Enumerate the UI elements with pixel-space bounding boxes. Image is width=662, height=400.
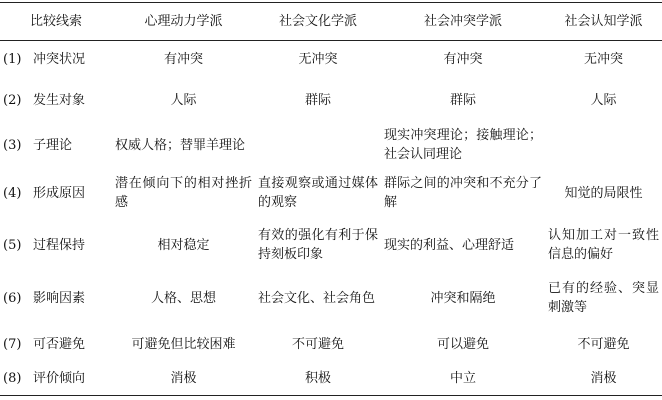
cell-social-cognitive: 知觉的局限性 bbox=[564, 185, 643, 201]
cell-psychodynamic: 人际 bbox=[170, 93, 197, 108]
row-label bbox=[0, 167, 112, 220]
cell-sociocultural: 有效的强化有利于保持刻板印象 bbox=[258, 228, 378, 262]
cell-social-conflict: 群际 bbox=[449, 93, 476, 108]
cell-psychodynamic: 有冲突 bbox=[163, 51, 203, 67]
cell-social-conflict: 现实冲突理论；接触理论；社会认同理论 bbox=[384, 128, 542, 162]
row-label bbox=[0, 124, 112, 167]
row-number: (4) bbox=[3, 185, 22, 201]
row-number: (6) bbox=[3, 290, 22, 306]
row-label bbox=[0, 363, 112, 396]
row-clue: 冲突状况 bbox=[33, 51, 86, 67]
cell-psychodynamic: 人格、思想 bbox=[150, 290, 216, 306]
header-social-cognitive: 社会认知学派 bbox=[545, 3, 662, 41]
header-clue: 比较线索 bbox=[0, 3, 112, 41]
cell-sociocultural: 无冲突 bbox=[298, 51, 338, 67]
cell-social-conflict: 现实的利益、心理舒适 bbox=[384, 237, 515, 253]
row-number: (8) bbox=[3, 371, 22, 387]
row-number: (5) bbox=[3, 237, 22, 253]
row-clue: 可否避免 bbox=[33, 336, 86, 352]
table-row bbox=[0, 78, 662, 124]
cell-social-cognitive: 认知加工对一致性信息的偏好 bbox=[548, 228, 659, 262]
row-number: (1) bbox=[3, 51, 22, 67]
row-number: (3) bbox=[3, 137, 22, 153]
cell-sociocultural: 直接观察或通过媒体的观察 bbox=[258, 176, 378, 210]
cell-psychodynamic: 潜在倾向下的相对挫折感 bbox=[115, 176, 252, 210]
table-row bbox=[0, 41, 662, 78]
header-sociocultural: 社会文化学派 bbox=[255, 3, 381, 41]
cell-social-conflict: 冲突和隔绝 bbox=[430, 290, 496, 306]
cell-social-conflict: 有冲突 bbox=[443, 51, 483, 67]
cell-psychodynamic: 相对稳定 bbox=[157, 237, 210, 253]
row-number: (2) bbox=[3, 93, 22, 108]
row-clue: 发生对象 bbox=[33, 93, 86, 108]
row-clue: 过程保持 bbox=[33, 237, 86, 253]
cell-psychodynamic: 消极 bbox=[112, 363, 255, 396]
cell-sociocultural: 积极 bbox=[255, 363, 381, 396]
row-label bbox=[0, 78, 112, 124]
cell-social-cognitive bbox=[545, 124, 662, 167]
header-social-conflict: 社会冲突学派 bbox=[381, 3, 545, 41]
cell-social-cognitive: 不可避免 bbox=[577, 336, 630, 352]
table-row bbox=[0, 271, 662, 326]
cell-psychodynamic: 权威人格；替罪羊理论 bbox=[115, 137, 246, 153]
cell-social-cognitive: 消极 bbox=[545, 363, 662, 396]
cell-social-cognitive: 无冲突 bbox=[583, 51, 623, 67]
header-row bbox=[0, 3, 662, 41]
table-row bbox=[0, 124, 662, 167]
table-row bbox=[0, 363, 662, 396]
cell-social-cognitive: 人际 bbox=[590, 93, 617, 108]
cell-social-conflict: 可以避免 bbox=[436, 336, 489, 352]
row-number: (7) bbox=[3, 336, 22, 352]
row-clue: 形成原因 bbox=[33, 185, 86, 201]
cell-sociocultural: 不可避免 bbox=[291, 336, 344, 352]
cell-social-conflict: 中立 bbox=[381, 363, 545, 396]
cell-sociocultural bbox=[255, 124, 381, 167]
cell-social-conflict: 群际之间的冲突和不充分了解 bbox=[384, 176, 542, 210]
row-label bbox=[0, 41, 112, 78]
cell-sociocultural: 社会文化、社会角色 bbox=[258, 290, 376, 306]
cell-psychodynamic: 可避免但比较困难 bbox=[131, 336, 236, 352]
comparison-table bbox=[0, 2, 662, 396]
cell-social-cognitive: 已有的经验、突显刺激等 bbox=[548, 281, 659, 315]
row-label bbox=[0, 220, 112, 271]
row-label bbox=[0, 326, 112, 363]
table-row bbox=[0, 167, 662, 220]
row-clue: 子理论 bbox=[33, 137, 73, 153]
cell-sociocultural: 群际 bbox=[304, 93, 331, 108]
table-row bbox=[0, 326, 662, 363]
row-clue: 评价倾向 bbox=[33, 371, 86, 387]
row-clue: 影响因素 bbox=[33, 290, 86, 306]
table-row bbox=[0, 220, 662, 271]
header-psychodynamic: 心理动力学派 bbox=[112, 3, 255, 41]
row-label bbox=[0, 271, 112, 326]
